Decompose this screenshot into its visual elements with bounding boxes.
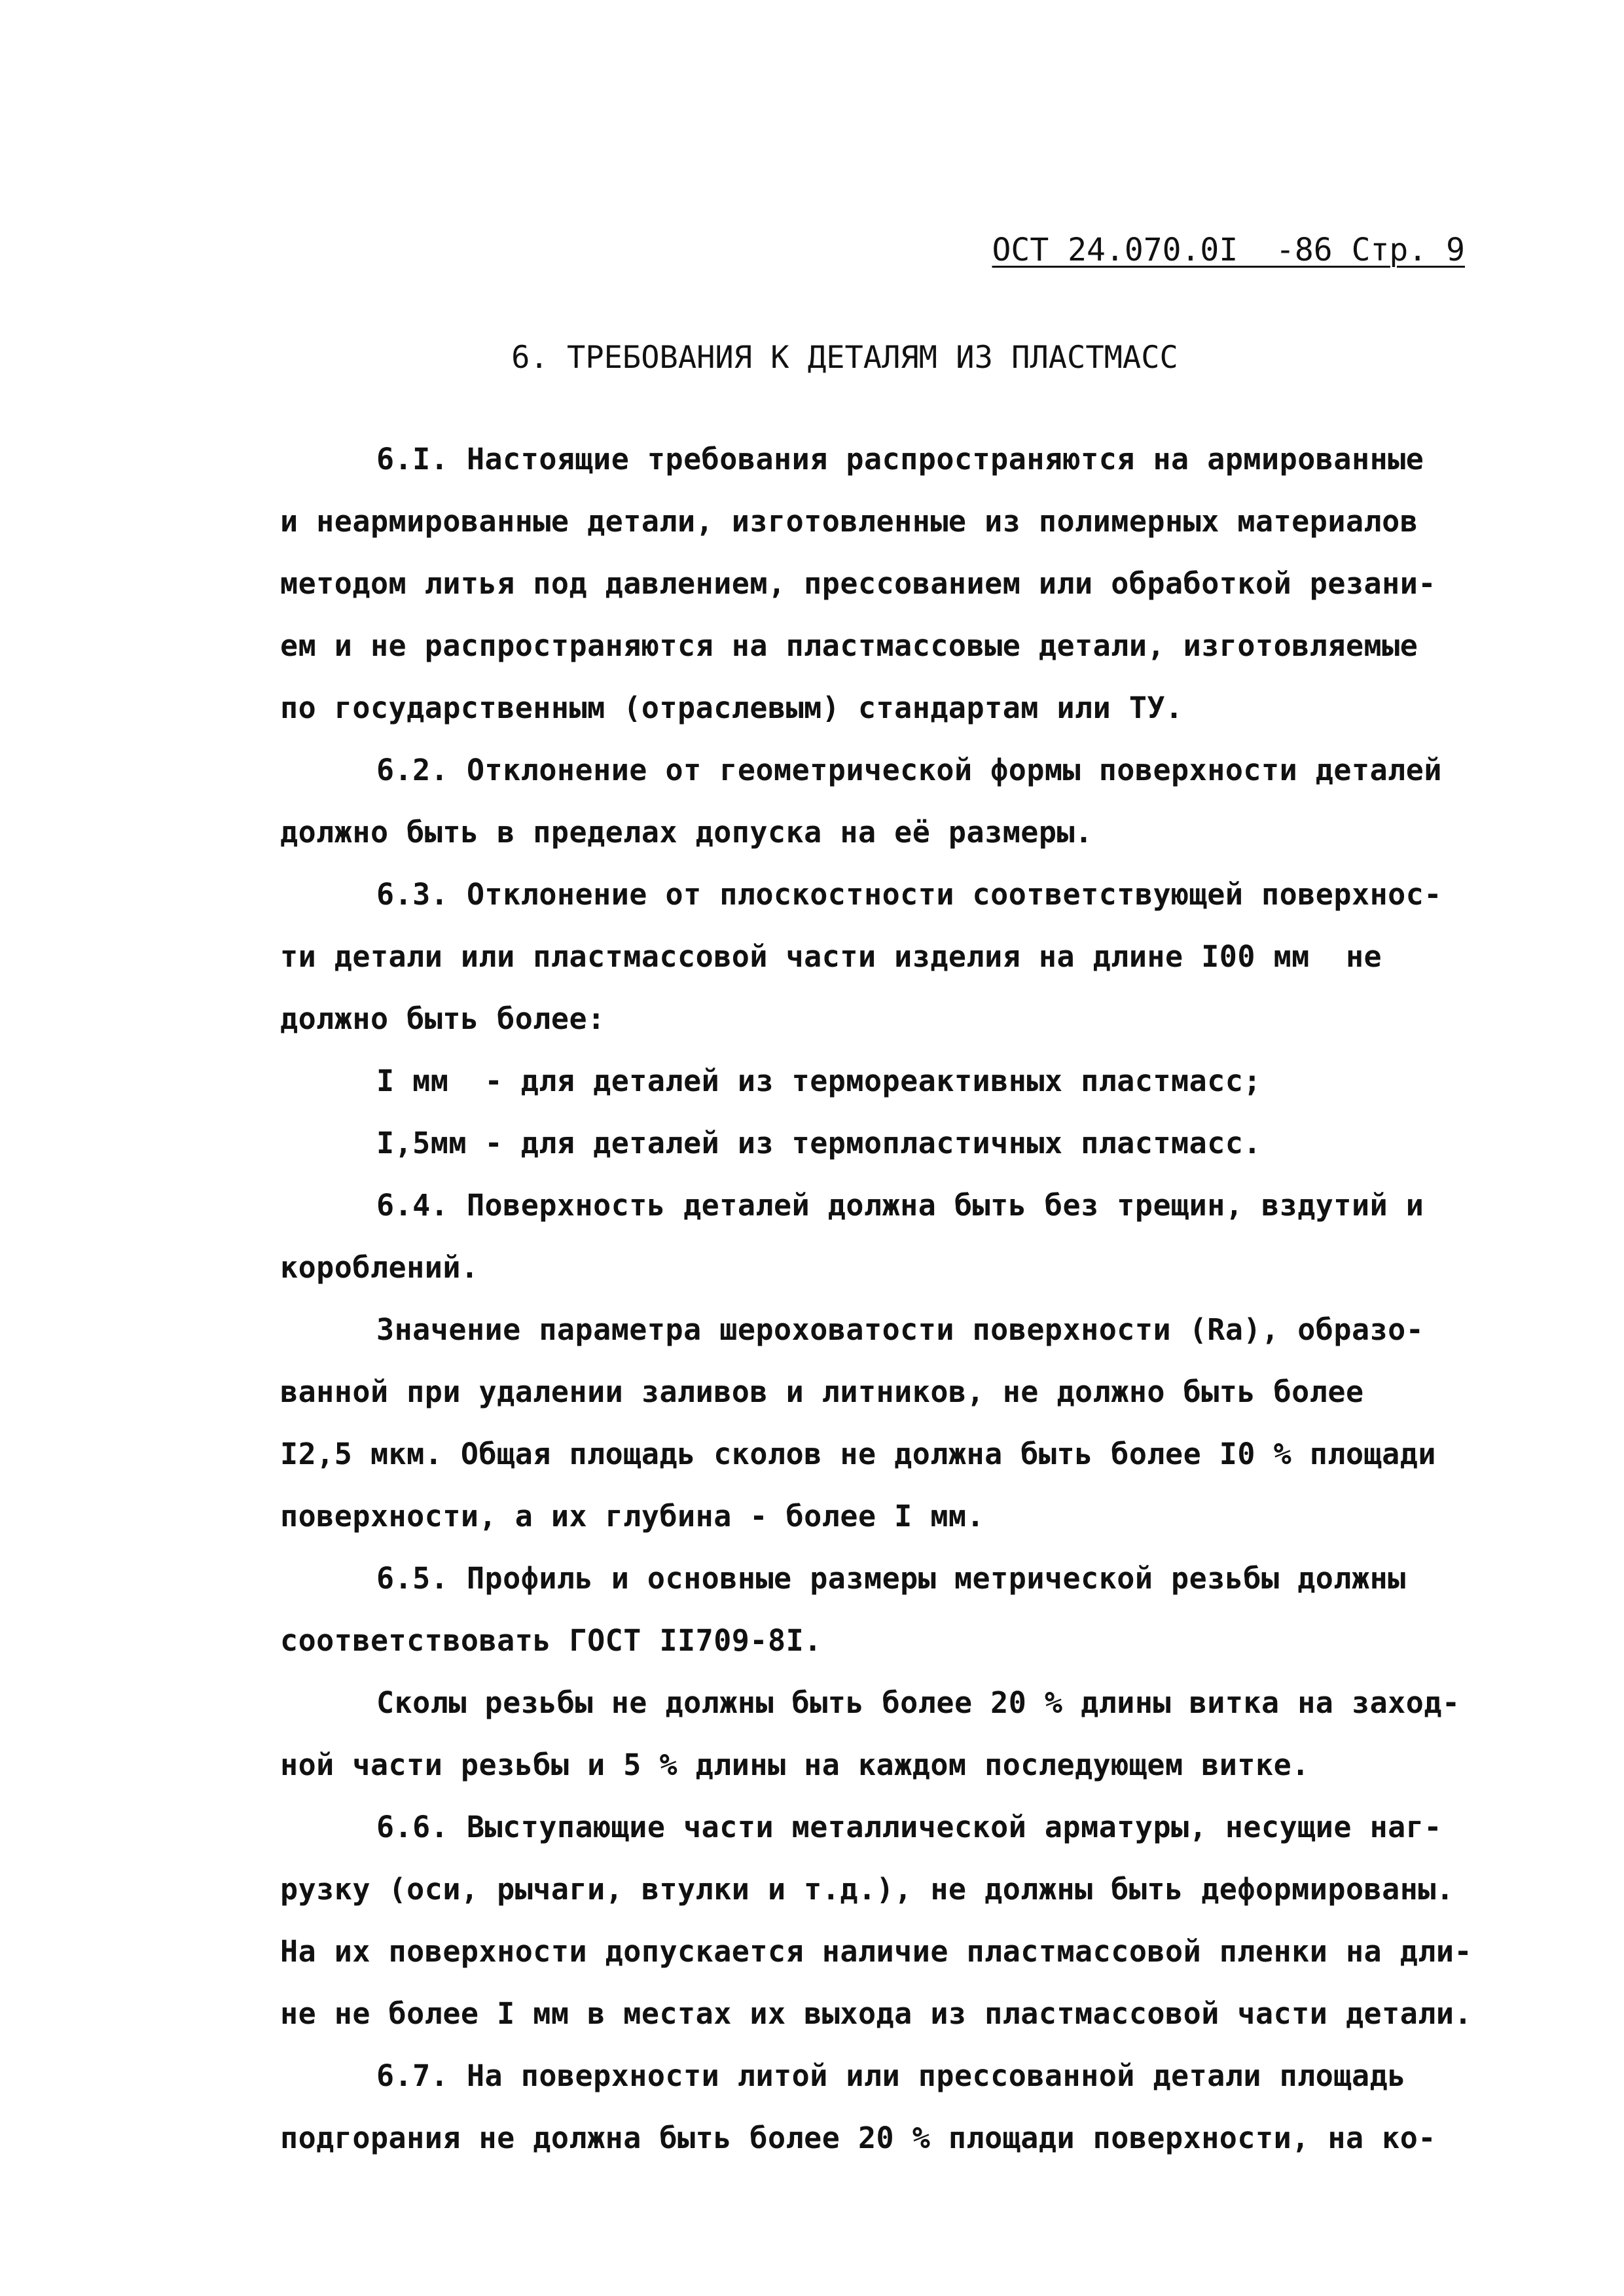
- text-line-20: соответствовать ГОСТ II709-8I.: [280, 1623, 822, 1658]
- text-line-18: поверхности, а их глубина - более I мм.: [280, 1499, 985, 1534]
- text-line-14: короблений.: [280, 1250, 479, 1285]
- text-line-2: и неармированные детали, изготовленные из полимерных материалов: [280, 504, 1418, 539]
- text-line-27: 6.7. На поверхности литой или прессованной детали площадь: [376, 2058, 1406, 2093]
- text-line-23: 6.6. Выступающие части металлической арматуры, несущие наг-: [376, 1810, 1442, 1844]
- text-line-24: рузку (оси, рычаги, втулки и т.д.), не должны быть деформированы.: [280, 1872, 1454, 1907]
- text-line-4: ем и не распространяются на пластмассовые детали, изготовляемые: [280, 628, 1418, 663]
- text-line-28: подгорания не должна быть более 20 % площади поверхности, на ко-: [280, 2121, 1436, 2155]
- text-line-21: Сколы резьбы не должны быть более 20 % длины витка на заход-: [376, 1685, 1460, 1720]
- text-line-11: I мм - для деталей из термореактивных пластмасс;: [376, 1064, 1262, 1098]
- text-line-9: ти детали или пластмассовой части изделия на длине I00 мм не: [280, 939, 1382, 974]
- text-line-22: ной части резьбы и 5 % длины на каждом последующем витке.: [280, 1748, 1310, 1782]
- text-line-25: На их поверхности допускается наличие пластмассовой пленки на дли-: [280, 1934, 1473, 1969]
- text-line-16: ванной при удалении заливов и литников, не должно быть более: [280, 1374, 1364, 1409]
- text-line-3: методом литья под давлением, прессованием или обработкой резани-: [280, 566, 1436, 601]
- text-line-6: 6.2. Отклонение от геометрической формы поверхности деталей: [376, 753, 1442, 787]
- text-line-1: 6.I. Настоящие требования распространяются на армированные: [376, 442, 1424, 476]
- text-line-26: не не более I мм в местах их выхода из пластмассовой части детали.: [280, 1996, 1473, 2031]
- text-line-10: должно быть более:: [280, 1001, 605, 1036]
- text-line-8: 6.3. Отклонение от плоскостности соответствующей поверхнос-: [376, 877, 1442, 912]
- document-reference-header: ОСТ 24.070.0I -86 Стр. 9: [992, 232, 1465, 268]
- text-line-19: 6.5. Профиль и основные размеры метрической резьбы должны: [376, 1561, 1406, 1596]
- text-line-15: Значение параметра шероховатости поверхности (Ra), образо-: [376, 1312, 1424, 1347]
- text-line-17: I2,5 мкм. Общая площадь сколов не должна быть более I0 % площади: [280, 1437, 1436, 1471]
- section-title: 6. ТРЕБОВАНИЯ К ДЕТАЛЯМ ИЗ ПЛАСТМАСС: [511, 340, 1178, 376]
- text-line-7: должно быть в пределах допуска на её размеры.: [280, 815, 1093, 850]
- text-line-5: по государственным (отраслевым) стандартам или ТУ.: [280, 691, 1183, 725]
- text-line-13: 6.4. Поверхность деталей должна быть без трещин, вздутий и: [376, 1188, 1424, 1223]
- text-line-12: I,5мм - для деталей из термопластичных пластмасс.: [376, 1126, 1262, 1160]
